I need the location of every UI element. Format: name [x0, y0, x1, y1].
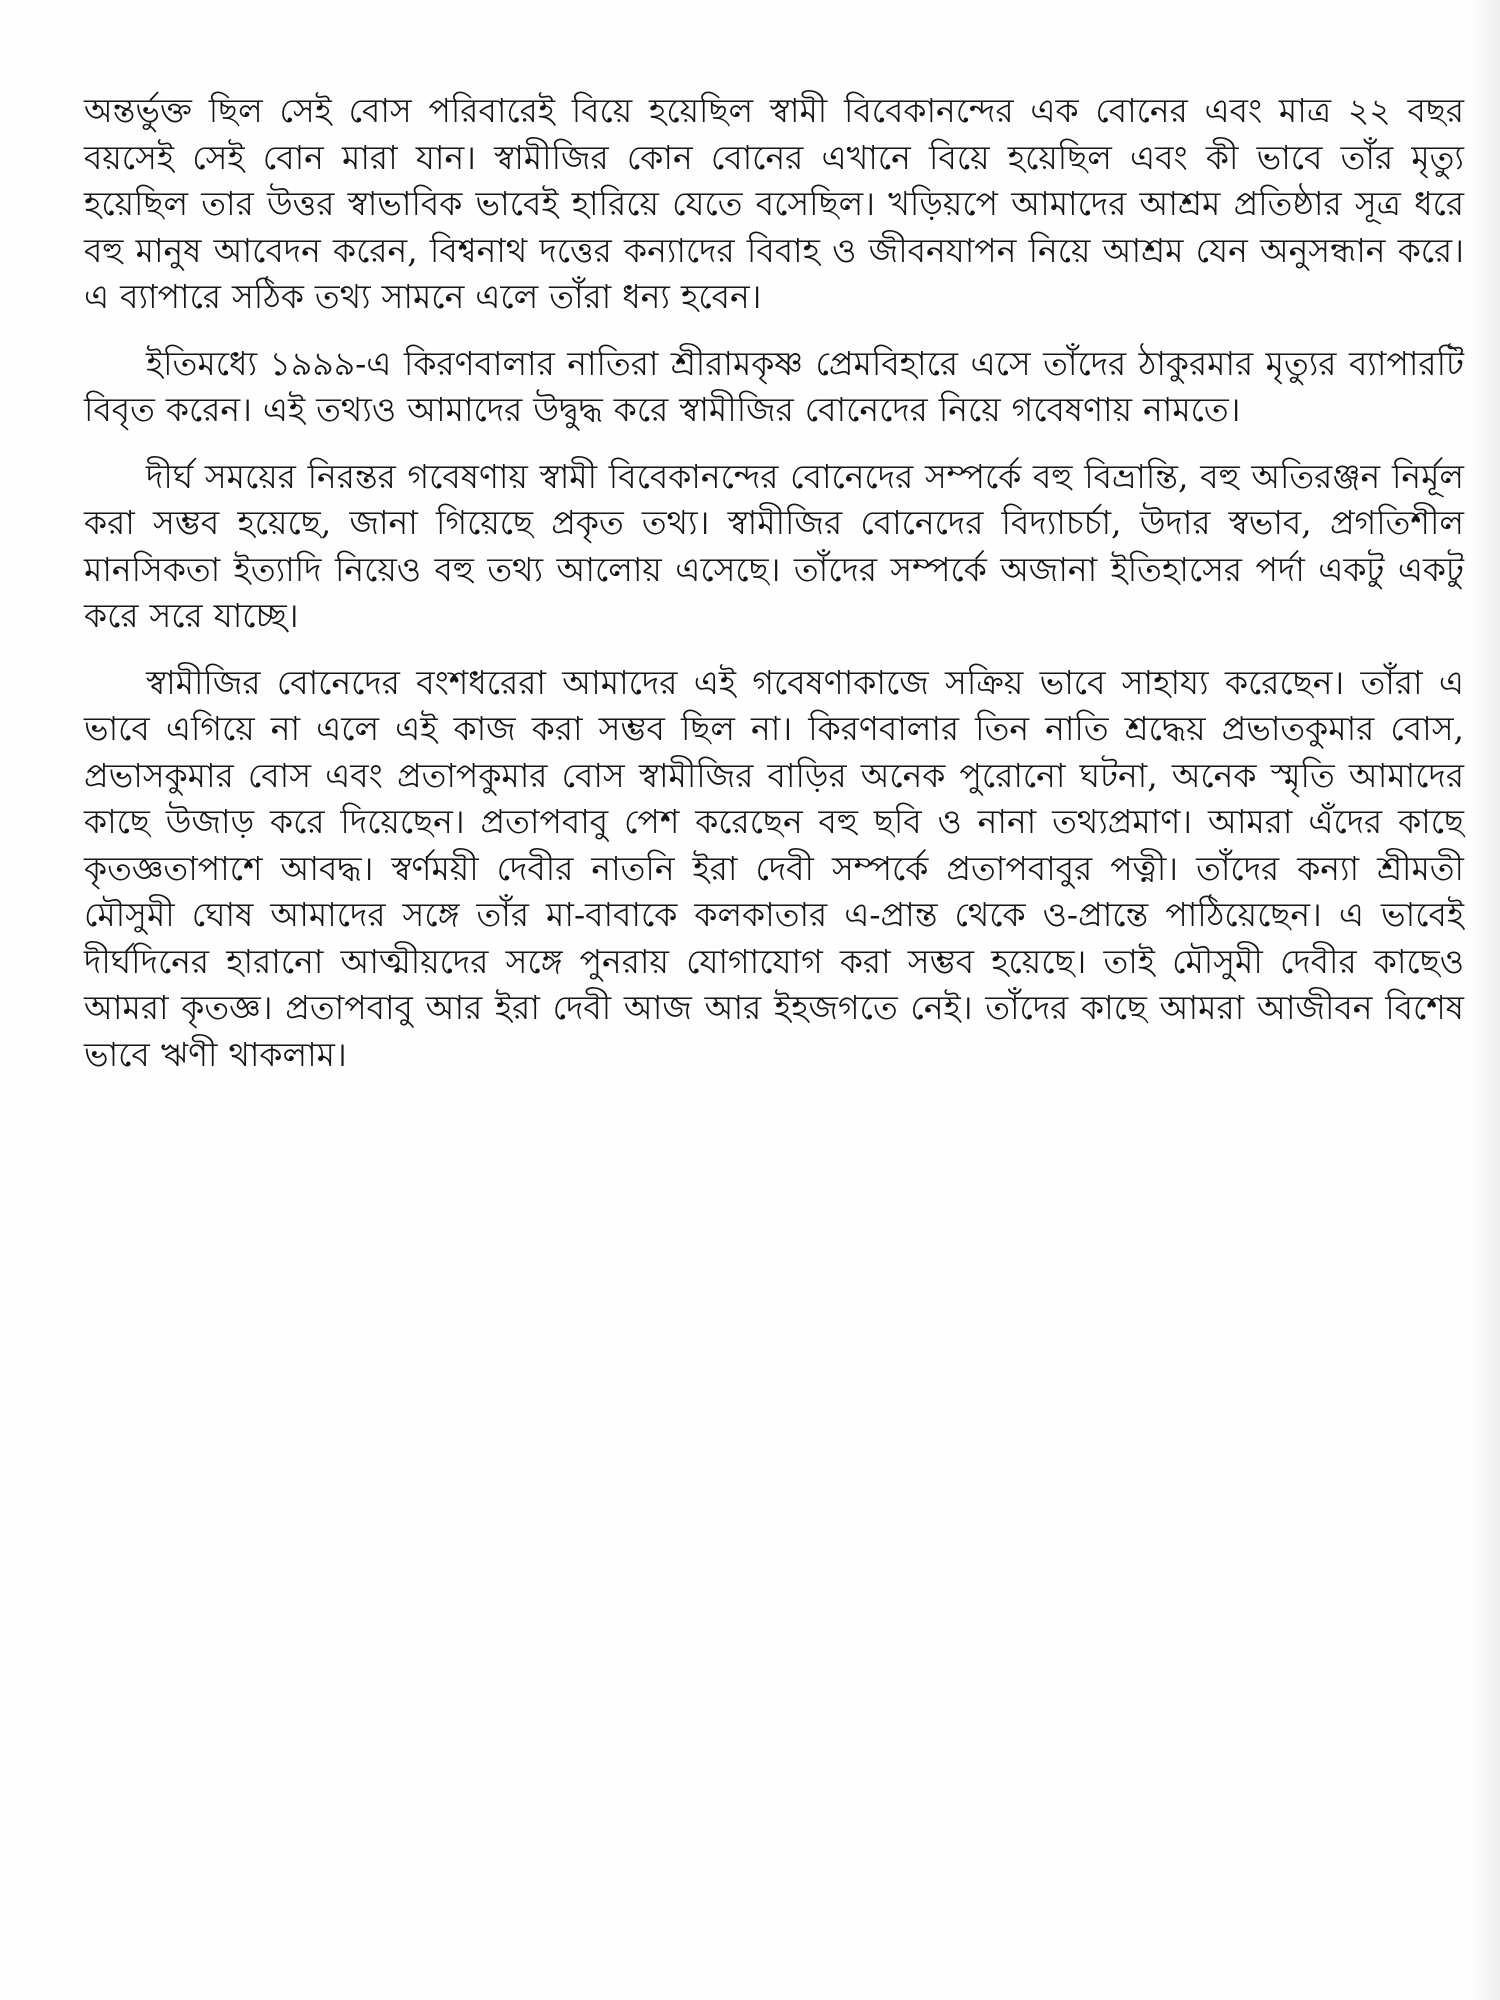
paragraph-3: দীর্ঘ সময়ের নিরন্তর গবেষণায় স্বামী বিবেকানন্দের বোনেদের সম্পর্কে বহু বিভ্রান্তি, বহু অতিরঞ্জন নির্মূল করা সম্ভব হয়েছে, জানা গিয়েছে প্রকৃত তথ্য। স্বামীজির বোনেদের বিদ্যাচর্চা, উদার স্বভাব, প্রগতিশীল মানসিকতা ইত্যাদি নিয়েও বহু তথ্য আলোয় এসেছে। তাঁদের সম্পর্কে অজানা ইতিহাসের পর্দা একটু একটু করে সরে যাচ্ছে।: [84, 456, 1464, 635]
paragraph-4: স্বামীজির বোনেদের বংশধরেরা আমাদের এই গবেষণাকাজে সক্রিয় ভাবে সাহায্য করেছেন। তাঁরা এ ভাবে এগিয়ে না এলে এই কাজ করা সম্ভব ছিল না। কিরণবালার তিন নাতি শ্রদ্ধেয় প্রভাতকুমার বোস, প্রভাসকুমার বোস এবং প্রতাপকুমার বোস স্বামীজির বাড়ির অনেক পুরোনো ঘটনা, অনেক স্মৃতি আমাদের কাছে উজাড় করে দিয়েছেন। প্রতাপবাবু পেশ করেছেন বহু ছবি ও নানা তথ্যপ্রমাণ। আমরা এঁদের কাছে কৃতজ্ঞতাপাশে আবদ্ধ। স্বর্ণময়ী দেবীর নাতনি ইরা দেবী সম্পর্কে প্রতাপবাবুর পত্নী। তাঁদের কন্যা শ্রীমতী মৌসুমী ঘোষ আমাদের সঙ্গে তাঁর মা-বাবাকে কলকাতার এ-প্রান্ত থেকে ও-প্রান্তে পাঠিয়েছেন। এ ভাবেই দীর্ঘদিনের হারানো আত্মীয়দের সঙ্গে পুনরায় যোগাযোগ করা সম্ভব হয়েছে। তাই মৌসুমী দেবীর কাছেও আমরা কৃতজ্ঞ। প্রতাপবাবু আর ইরা দেবী আজ আর ইহজগতে নেই। তাঁদের কাছে আমরা আজীবন বিশেষ ভাবে ঋণী থাকলাম।: [84, 662, 1464, 1074]
page-edge-shadow: [1470, 0, 1500, 2000]
body-text: [84, 88, 1464, 1098]
paragraph-2: ইতিমধ্যে ১৯৯৯-এ কিরণবালার নাতিরা শ্রীরামকৃষ্ণ প্রেমবিহারে এসে তাঁদের ঠাকুরমার মৃত্যুর ব্যাপারটি বিবৃত করেন। এই তথ্যও আমাদের উদ্বুদ্ধ করে স্বামীজির বোনেদের নিয়ে গবেষণায় নামতে।: [84, 343, 1464, 429]
paragraph-1: অন্তর্ভুক্ত ছিল সেই বোস পরিবারেই বিয়ে হয়েছিল স্বামী বিবেকানন্দের এক বোনের এবং মাত্র ২২ বছর বয়সেই সেই বোন মারা যান। স্বামীজির কোন বোনের এখানে বিয়ে হয়েছিল এবং কী ভাবে তাঁর মৃত্যু হয়েছিল তার উত্তর স্বাভাবিক ভাবেই হারিয়ে যেতে বসেছিল। খড়িয়পে আমাদের আশ্রম প্রতিষ্ঠার সূত্র ধরে বহু মানুষ আবেদন করেন, বিশ্বনাথ দত্তের কন্যাদের বিবাহ ও জীবনযাপন নিয়ে আশ্রম যেন অনুসন্ধান করে। এ ব্যাপারে সঠিক তথ্য সামনে এলে তাঁরা ধন্য হবেন।: [84, 91, 1464, 316]
